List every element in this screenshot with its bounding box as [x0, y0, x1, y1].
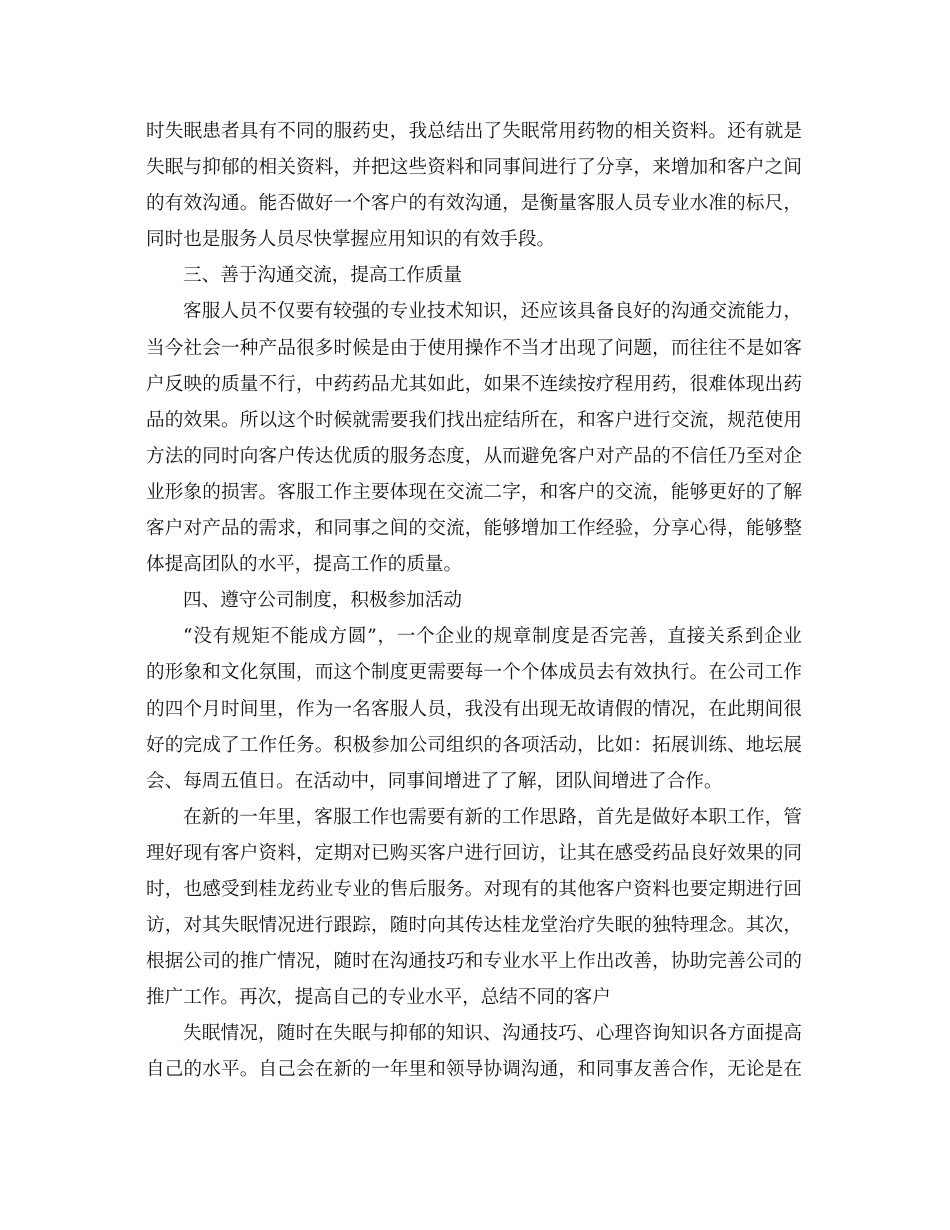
text-line: 业形象的损害。客服工作主要体现在交流二字，和客户的交流，能够更好的了解	[146, 481, 802, 503]
text-line: 的有效沟通。能否做好一个客户的有效沟通，是衡量客服人员专业水准的标尺，	[146, 193, 802, 215]
text-line: 四、遵守公司制度，积极参加活动	[183, 590, 462, 612]
text-line: 在新的一年里，客服工作也需要有新的工作思路，首先是做好本职工作，管	[183, 806, 802, 828]
text-line: 客户对产品的需求，和同事之间的交流，能够增加工作经验，分享心得，能够整	[146, 518, 802, 540]
text-line: 品的效果。所以这个时候就需要我们找出症结所在，和客户进行交流，规范使用	[146, 409, 802, 431]
text-line: 时，也感受到桂龙药业专业的售后服务。对现有的其他客户资料也要定期进行回	[146, 878, 802, 900]
text-line: 自己的水平。自己会在新的一年里和领导协调沟通，和同事友善合作，无论是在	[146, 1059, 802, 1081]
text-line: “没有规矩不能成方圆”，一个企业的规章制度是否完善，直接关系到企业	[183, 626, 802, 648]
document-page	[146, 114, 802, 1089]
text-line: 三、善于沟通交流，提高工作质量	[183, 265, 462, 287]
text-line: 方法的同时向客户传达优质的服务态度，从而避免客户对产品的不信任乃至对企	[146, 445, 802, 467]
text-line: 的四个月时间里，作为一名客服人员，我没有出现无故请假的情况，在此期间很	[146, 698, 802, 720]
text-line: 户反映的质量不行，中药药品尤其如此，如果不连续按疗程用药，很难体现出药	[146, 373, 802, 395]
text-line: 客服人员不仅要有较强的专业技术知识，还应该具备良好的沟通交流能力，	[183, 301, 802, 323]
text-line: 体提高团队的水平，提高工作的质量。	[146, 554, 463, 576]
text-line: 理好现有客户资料，定期对已购买客户进行回访，让其在感受药品良好效果的同	[146, 842, 802, 864]
text-line: 同时也是服务人员尽快掌握应用知识的有效手段。	[146, 229, 556, 251]
text-line: 会、每周五值日。在活动中，同事间增进了了解，团队间增进了合作。	[146, 770, 723, 792]
text-line: 根据公司的推广情况，随时在沟通技巧和专业水平上作出改善，协助完善公司的	[146, 951, 802, 973]
text-line: 好的完成了工作任务。积极参加公司组织的各项活动，比如：拓展训练、地坛展	[146, 734, 802, 756]
text-line: 失眠情况，随时在失眠与抑郁的知识、沟通技巧、心理咨询知识各方面提高	[183, 1023, 802, 1045]
text-line: 的形象和文化氛围，而这个制度更需要每一个个体成员去有效执行。在公司工作	[146, 662, 802, 684]
text-line: 失眠与抑郁的相关资料，并把这些资料和同事间进行了分享，来增加和客户之间	[146, 157, 802, 179]
text-line: 时失眠患者具有不同的服药史，我总结出了失眠常用药物的相关资料。还有就是	[146, 121, 802, 142]
text-line: 访，对其失眠情况进行跟踪，随时向其传达桂龙堂治疗失眠的独特理念。其次，	[146, 915, 802, 937]
text-line: 推广工作。再次，提高自己的专业水平，总结不同的客户	[146, 987, 611, 1009]
text-line: 当今社会一种产品很多时候是由于使用操作不当才出现了问题，而往往不是如客	[146, 337, 802, 359]
